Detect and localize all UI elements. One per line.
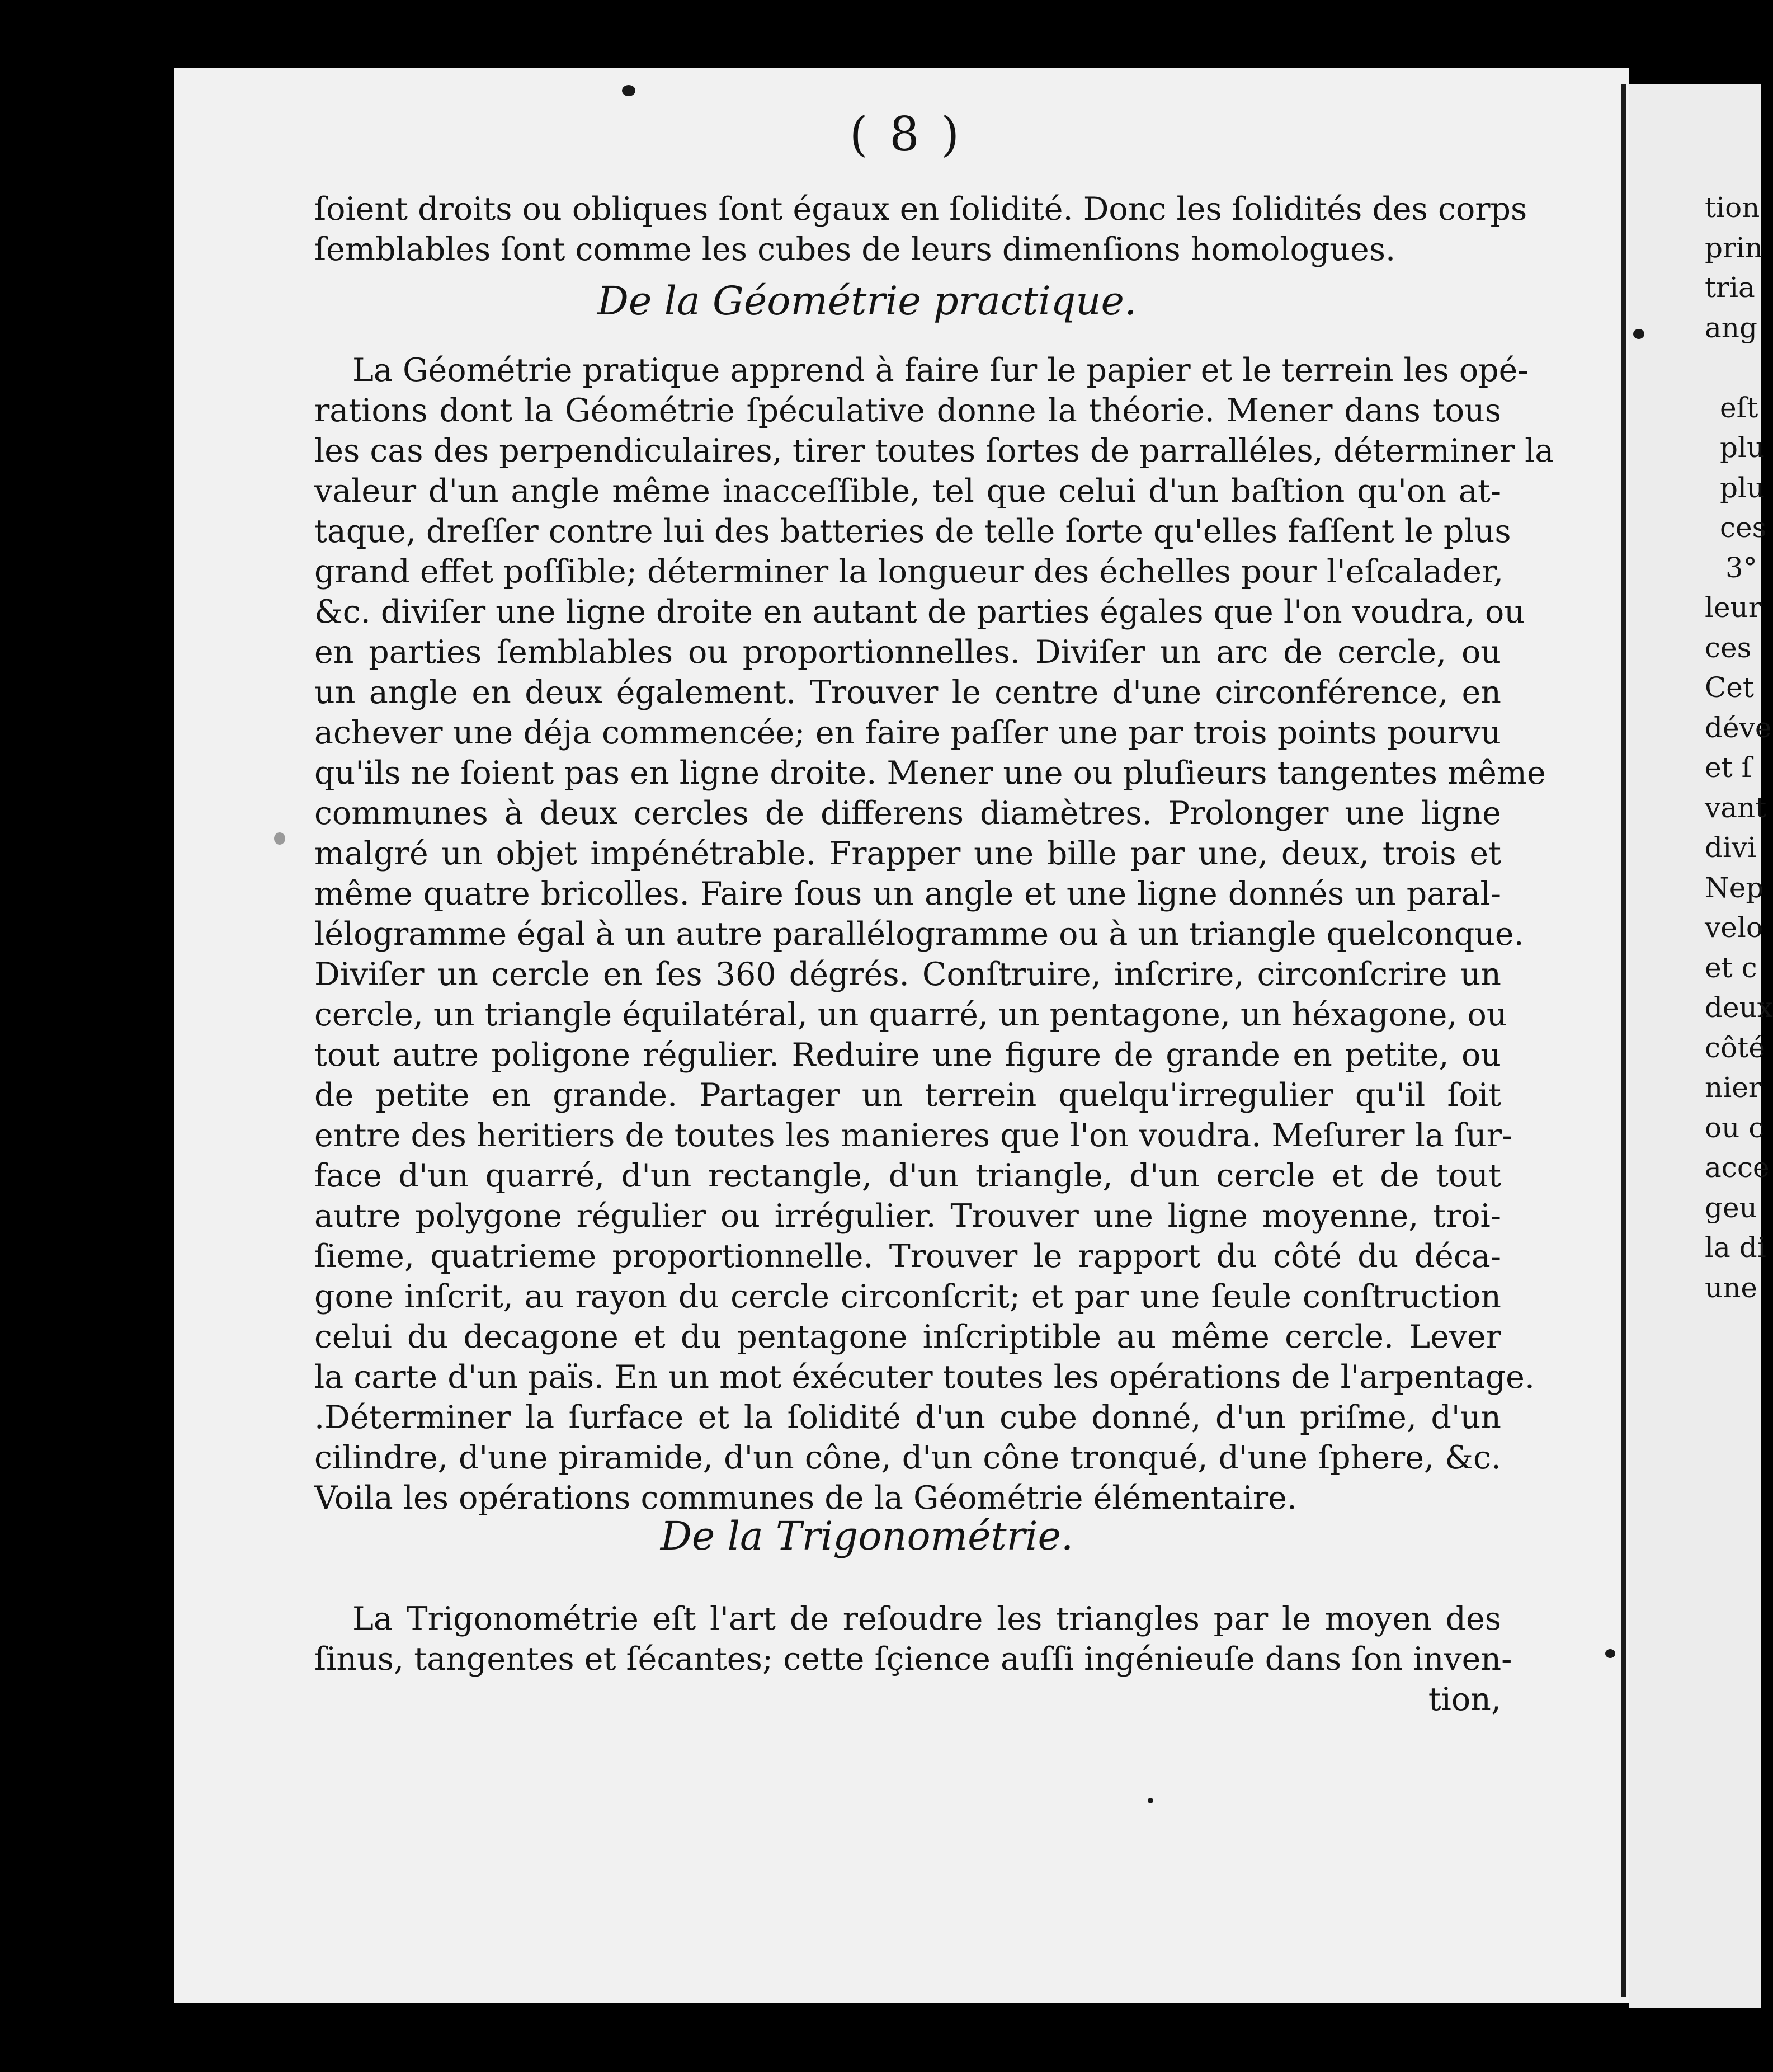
text-line: rations dont la Géométrie ſpéculative donne la théorie. Mener dans tous (314, 392, 1501, 429)
facing-text-fragment: plu (1720, 431, 1765, 464)
facing-text-fragment: ou c (1705, 1111, 1765, 1144)
text-line: Voila les opérations communes de la Géométrie élémentaire. (314, 1480, 1297, 1517)
facing-text-fragment: déve (1705, 711, 1772, 744)
facing-text-fragment: Nep (1705, 871, 1764, 904)
text-line: .Déterminer la ſurface et la ſolidité d'un cube donné, d'un priſme, d'un (314, 1399, 1501, 1436)
text-line: tion, (1428, 1681, 1501, 1718)
text-line: communes à deux cercles de differens diamètres. Prolonger une ligne (314, 795, 1501, 832)
facing-text-fragment: plu (1720, 471, 1765, 504)
facing-text-fragment: 3° (1725, 551, 1757, 584)
text-line: face d'un quarré, d'un rectangle, d'un triangle, d'un cercle et de tout (314, 1157, 1501, 1194)
text-line: les cas des perpendiculaires, tirer toutes ſortes de parralléles, déterminer la (314, 432, 1554, 469)
text-line: ſoient droits ou obliques ſont égaux en ſolidité. Donc les ſolidités des corps (314, 191, 1527, 228)
page-number: ( 8 ) (849, 107, 963, 162)
gutter-shadow (1621, 84, 1626, 1997)
text-line: un angle en deux également. Trouver le centre d'une circonférence, en (314, 674, 1501, 711)
page-edge-bottom (158, 2003, 1629, 2013)
text-line: entre des heritiers de toutes les manieres que l'on voudra. Meſurer la ſur- (314, 1117, 1513, 1154)
facing-text-fragment: une (1705, 1271, 1757, 1304)
facing-text-fragment: geu (1705, 1191, 1757, 1224)
text-line: valeur d'un angle même inacceſſible, tel que celui d'un baſtion qu'on at- (314, 473, 1501, 510)
text-line: grand effet poſſible; déterminer la longueur des échelles pour l'eſcalader, (314, 553, 1504, 590)
text-line: cilindre, d'une piramide, d'un cône, d'un cône tronqué, d'une ſphere, &c. (314, 1439, 1501, 1476)
facing-text-fragment: ang (1705, 311, 1758, 344)
text-line: autre polygone régulier ou irrégulier. Trouver une ligne moyenne, troi- (314, 1198, 1501, 1235)
text-line: la carte d'un païs. En un mot éxécuter toutes les opérations de l'arpentage. (314, 1359, 1535, 1396)
facing-text-fragment: tria (1705, 271, 1755, 304)
ink-speck (622, 85, 635, 96)
facing-text-fragment: deux (1705, 991, 1773, 1024)
text-line: même quatre bricolles. Faire ſous un angle et une ligne donnés un paral- (314, 875, 1501, 912)
text-line: de petite en grande. Partager un terrein quelqu'irregulier qu'il ſoit (314, 1077, 1501, 1114)
facing-text-fragment: leur (1705, 591, 1762, 624)
facing-text-fragment: prin (1705, 231, 1763, 264)
facing-text-fragment: et c (1705, 951, 1757, 984)
facing-text-fragment: vant (1705, 791, 1767, 824)
facing-text-fragment: acce (1705, 1151, 1770, 1184)
facing-text-fragment: côté (1705, 1031, 1765, 1064)
text-line: gone inſcrit, au rayon du cercle circonſcrit; et par une ſeule conſtruction (314, 1278, 1501, 1315)
facing-text-fragment: la di (1705, 1231, 1766, 1264)
facing-text-fragment: nier (1705, 1071, 1762, 1104)
text-line: ſinus, tangentes et ſécantes; cette ſçience auſſi ingénieuſe dans ſon inven- (314, 1641, 1512, 1678)
facing-text-fragment: et ſ (1705, 751, 1752, 784)
text-line: achever une déja commencée; en faire paſſer une par trois points pourvu (314, 714, 1501, 751)
page-edge-top (158, 60, 1629, 68)
text-line: Diviſer un cercle en ſes 360 dégrés. Conſtruire, inſcrire, circonſcrire un (314, 956, 1501, 993)
text-line: celui du decagone et du pentagone inſcriptible au même cercle. Lever (314, 1318, 1501, 1355)
facing-text-fragment: eſt (1720, 391, 1758, 424)
section-heading-trigonometrie: De la Trigonométrie. (660, 1513, 1074, 1559)
text-line: lélogramme égal à un autre parallélogramme ou à un triangle quelconque. (314, 916, 1524, 953)
facing-text-fragment: tion (1705, 191, 1760, 224)
facing-text-fragment: ces (1705, 631, 1752, 664)
text-line: ſemblables ſont comme les cubes de leurs dimenſions homologues. (314, 231, 1396, 268)
text-line: taque, dreſſer contre lui des batteries de telle ſorte qu'elles faſſent le plus (314, 513, 1511, 550)
page-edge-left (158, 60, 174, 2013)
text-line: malgré un objet impénétrable. Frapper une bille par une, deux, trois et (314, 835, 1501, 872)
text-line: qu'ils ne ſoient pas en ligne droite. Mener une ou pluſieurs tangentes même (314, 755, 1546, 792)
facing-text-fragment: Cet (1705, 671, 1754, 704)
text-line: &c. diviſer une ligne droite en autant de parties égales que l'on voudra, ou (314, 594, 1525, 630)
text-line: cercle, un triangle équilatéral, un quarré, un pentagone, un héxagone, ou (314, 996, 1507, 1033)
text-line: ſieme, quatrieme proportionnelle. Trouver le rapport du côté du déca- (314, 1238, 1501, 1275)
section-heading-practique: De la Géométrie practique. (597, 278, 1137, 324)
ink-speck (1633, 329, 1644, 339)
text-line: en parties ſemblables ou proportionnelles. Diviſer un arc de cercle, ou (314, 634, 1501, 671)
facing-text-fragment: ces (1720, 511, 1767, 544)
facing-text-fragment: divi (1705, 831, 1757, 864)
ink-speck (1605, 1649, 1615, 1658)
text-line: La Géométrie pratique apprend à faire ſur le papier et le terrein les opé- (352, 352, 1529, 389)
ink-speck (1148, 1798, 1153, 1803)
paper-mark (274, 832, 285, 845)
text-line: tout autre poligone régulier. Reduire une figure de grande en petite, ou (314, 1037, 1501, 1073)
text-line: La Trigonométrie eſt l'art de reſoudre les triangles par le moyen des (352, 1600, 1501, 1637)
facing-text-fragment: velo (1705, 911, 1763, 944)
